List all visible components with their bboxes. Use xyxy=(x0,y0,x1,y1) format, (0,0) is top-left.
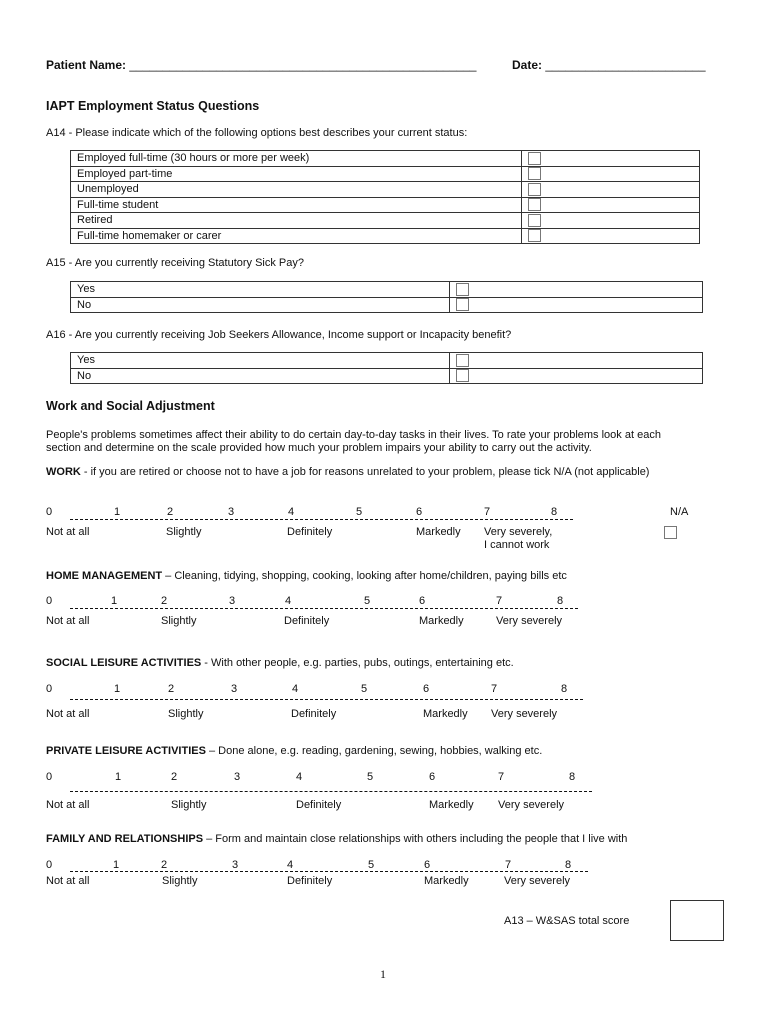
scale-number[interactable]: 0 xyxy=(46,859,53,871)
option-checkbox-cell[interactable] xyxy=(522,213,700,229)
anchor-very-severely: Very severely, xyxy=(484,526,553,538)
scale-number[interactable]: 2 xyxy=(161,859,168,871)
scale-number[interactable]: 1 xyxy=(113,859,120,871)
family-heading xyxy=(46,833,627,845)
option-label: Employed part-time xyxy=(71,166,522,182)
page-number: 1 xyxy=(380,967,386,981)
scale-number[interactable]: 6 xyxy=(423,683,430,695)
scale-line xyxy=(70,519,573,520)
scale-number[interactable]: 3 xyxy=(229,595,236,607)
option-checkbox-cell[interactable] xyxy=(450,368,703,384)
social-desc: - With other people, e.g. parties, pubs, outings, entertaining etc. xyxy=(201,657,514,669)
anchor-not-at-all: Not at all xyxy=(46,875,90,887)
a14-options-table xyxy=(70,150,700,244)
option-checkbox-cell[interactable] xyxy=(450,353,703,369)
scale-number[interactable]: 0 xyxy=(46,595,53,607)
checkbox[interactable] xyxy=(528,229,541,242)
scale-number[interactable]: 2 xyxy=(161,595,168,607)
work-desc: - if you are retired or choose not to have a job for reasons unrelated to your problem, please tick N/A (not applicable) xyxy=(80,466,650,478)
anchor-slightly: Slightly xyxy=(161,615,197,627)
family-desc: – Form and maintain close relationships with others including the people that I live with xyxy=(203,833,628,845)
work-heading xyxy=(46,466,649,478)
scale-number[interactable]: 8 xyxy=(551,506,558,518)
anchor-very-severely: Very severely xyxy=(491,708,558,720)
scale-number[interactable]: 0 xyxy=(46,683,53,695)
scale-number[interactable]: 3 xyxy=(231,683,238,695)
table-row xyxy=(71,228,700,244)
home-label: HOME MANAGEMENT xyxy=(46,570,163,582)
table-row xyxy=(71,368,703,384)
checkbox[interactable] xyxy=(528,167,541,180)
na-label: N/A xyxy=(670,506,689,518)
anchor-markedly: Markedly xyxy=(429,799,474,811)
checkbox[interactable] xyxy=(456,283,469,296)
scale-number[interactable]: 6 xyxy=(419,595,426,607)
anchor-not-at-all: Not at all xyxy=(46,708,90,720)
scale-number[interactable]: 0 xyxy=(46,771,53,783)
a16-question: A16 - Are you currently receiving Job Seekers Allowance, Income support or Incapacity benefit? xyxy=(46,329,512,341)
checkbox[interactable] xyxy=(456,354,469,367)
anchor-definitely: Definitely xyxy=(296,799,342,811)
anchor-not-at-all: Not at all xyxy=(46,799,90,811)
scale-number[interactable]: 1 xyxy=(111,595,118,607)
option-checkbox-cell[interactable] xyxy=(522,166,700,182)
wsas-intro-line1: People's problems sometimes affect their ability to do certain day-to-day tasks in their lives. To rate your problems look at each xyxy=(46,429,661,441)
home-heading xyxy=(46,570,567,582)
scale-number[interactable]: 5 xyxy=(368,859,375,871)
table-row xyxy=(71,182,700,198)
anchor-definitely: Definitely xyxy=(291,708,337,720)
option-label: Yes xyxy=(71,282,450,298)
scale-number[interactable]: 4 xyxy=(288,506,295,518)
work-label: WORK xyxy=(46,466,81,478)
scale-number[interactable]: 4 xyxy=(287,859,294,871)
a16-options-table xyxy=(70,352,703,384)
family-label: FAMILY AND RELATIONSHIPS xyxy=(46,833,204,845)
home-desc: – Cleaning, tidying, shopping, cooking, looking after home/children, paying bills etc xyxy=(162,570,567,582)
option-label: No xyxy=(71,368,450,384)
na-checkbox[interactable] xyxy=(664,526,677,539)
family-scale[interactable] xyxy=(0,859,770,899)
table-row xyxy=(71,151,700,167)
anchor-not-at-all: Not at all xyxy=(46,526,90,538)
checkbox[interactable] xyxy=(528,152,541,165)
scale-number[interactable]: 3 xyxy=(228,506,235,518)
option-checkbox-cell[interactable] xyxy=(522,228,700,244)
date-text: Date: xyxy=(512,58,543,72)
table-row xyxy=(71,282,703,298)
option-checkbox-cell[interactable] xyxy=(450,297,703,313)
option-label: Yes xyxy=(71,353,450,369)
scale-number[interactable]: 7 xyxy=(484,506,491,518)
anchor-definitely: Definitely xyxy=(284,615,330,627)
wsas-intro-line2: section and determine on the scale provided how much your problem impairs your ability to carry out the activity. xyxy=(46,442,592,454)
scale-number[interactable]: 7 xyxy=(491,683,498,695)
checkbox[interactable] xyxy=(528,183,541,196)
option-label: Employed full-time (30 hours or more per week) xyxy=(71,151,522,167)
scale-number[interactable]: 7 xyxy=(505,859,512,871)
anchor-not-at-all: Not at all xyxy=(46,615,90,627)
option-label: Full-time homemaker or carer xyxy=(71,228,522,244)
home-scale[interactable] xyxy=(0,595,770,635)
checkbox[interactable] xyxy=(456,298,469,311)
private-scale[interactable] xyxy=(0,771,770,811)
social-heading xyxy=(46,657,514,669)
scale-line xyxy=(70,608,578,609)
scale-number[interactable]: 8 xyxy=(557,595,564,607)
anchor-markedly: Markedly xyxy=(423,708,468,720)
scale-number[interactable]: 4 xyxy=(296,771,303,783)
scale-number[interactable]: 6 xyxy=(416,506,423,518)
option-label: Full-time student xyxy=(71,197,522,213)
option-label: No xyxy=(71,297,450,313)
table-row xyxy=(71,166,700,182)
private-desc: – Done alone, e.g. reading, gardening, sewing, hobbies, walking etc. xyxy=(205,745,543,757)
scale-line xyxy=(70,871,588,872)
wsas-title: Work and Social Adjustment xyxy=(46,399,215,413)
scale-number[interactable]: 0 xyxy=(46,506,53,518)
anchor-slightly: Slightly xyxy=(171,799,207,811)
scale-number[interactable]: 2 xyxy=(171,771,178,783)
patient-name-label xyxy=(46,58,476,72)
scale-number[interactable]: 5 xyxy=(356,506,363,518)
scale-number[interactable]: 2 xyxy=(168,683,175,695)
anchor-very-severely: Very severely xyxy=(496,615,563,627)
employment-title: IAPT Employment Status Questions xyxy=(46,99,260,113)
anchor-slightly: Slightly xyxy=(166,526,202,538)
scale-number[interactable]: 8 xyxy=(561,683,568,695)
scale-number[interactable]: 1 xyxy=(115,771,122,783)
anchor-markedly: Markedly xyxy=(416,526,461,538)
social-label: SOCIAL LEISURE ACTIVITIES xyxy=(46,657,202,669)
option-checkbox-cell[interactable] xyxy=(450,282,703,298)
table-row xyxy=(71,297,703,313)
anchor-markedly: Markedly xyxy=(424,875,469,887)
option-label: Unemployed xyxy=(71,182,522,198)
scale-number[interactable]: 4 xyxy=(292,683,299,695)
anchor-cannot-work: I cannot work xyxy=(484,539,550,551)
anchor-slightly: Slightly xyxy=(168,708,204,720)
table-row xyxy=(71,353,703,369)
a15-options-table xyxy=(70,281,703,313)
scale-number[interactable]: 1 xyxy=(114,506,121,518)
scale-number[interactable]: 5 xyxy=(361,683,368,695)
social-scale[interactable] xyxy=(0,683,770,723)
anchor-definitely: Definitely xyxy=(287,875,333,887)
checkbox[interactable] xyxy=(528,198,541,211)
patient-name-line[interactable]: ____________________________________________________ xyxy=(129,58,477,72)
a14-question: A14 - Please indicate which of the following options best describes your current status: xyxy=(46,127,468,139)
anchor-very-severely: Very severely xyxy=(498,799,565,811)
patient-name-text: Patient Name: xyxy=(46,58,127,72)
scale-number[interactable]: 6 xyxy=(424,859,431,871)
date-line[interactable]: ________________________ xyxy=(545,58,706,72)
anchor-slightly: Slightly xyxy=(162,875,198,887)
scale-number[interactable]: 3 xyxy=(232,859,239,871)
scale-number[interactable]: 5 xyxy=(364,595,371,607)
checkbox[interactable] xyxy=(528,214,541,227)
work-scale[interactable] xyxy=(0,506,770,551)
option-label: Retired xyxy=(71,213,522,229)
scale-number[interactable]: 2 xyxy=(167,506,174,518)
private-heading xyxy=(46,745,542,757)
anchor-markedly: Markedly xyxy=(419,615,464,627)
anchor-very-severely: Very severely xyxy=(504,875,571,887)
scale-line xyxy=(70,791,592,792)
scale-number[interactable]: 4 xyxy=(285,595,292,607)
scale-number[interactable]: 7 xyxy=(496,595,503,607)
anchor-definitely: Definitely xyxy=(287,526,333,538)
option-checkbox-cell[interactable] xyxy=(522,182,700,198)
scale-number[interactable]: 7 xyxy=(498,771,505,783)
table-row xyxy=(71,197,700,213)
scale-number[interactable]: 8 xyxy=(569,771,576,783)
option-checkbox-cell[interactable] xyxy=(522,197,700,213)
date-label xyxy=(512,58,706,72)
scale-line xyxy=(70,699,583,700)
checkbox[interactable] xyxy=(456,369,469,382)
scale-number[interactable]: 6 xyxy=(429,771,436,783)
scale-number[interactable]: 3 xyxy=(234,771,241,783)
scale-number[interactable]: 1 xyxy=(114,683,121,695)
private-label: PRIVATE LEISURE ACTIVITIES xyxy=(46,745,206,757)
scale-number[interactable]: 5 xyxy=(367,771,374,783)
a15-question: A15 - Are you currently receiving Statutory Sick Pay? xyxy=(46,257,305,269)
option-checkbox-cell[interactable] xyxy=(522,151,700,167)
total-score-label: A13 – W&SAS total score xyxy=(504,915,630,927)
scale-number[interactable]: 8 xyxy=(565,859,572,871)
table-row xyxy=(71,213,700,229)
total-score-box[interactable] xyxy=(670,900,724,941)
